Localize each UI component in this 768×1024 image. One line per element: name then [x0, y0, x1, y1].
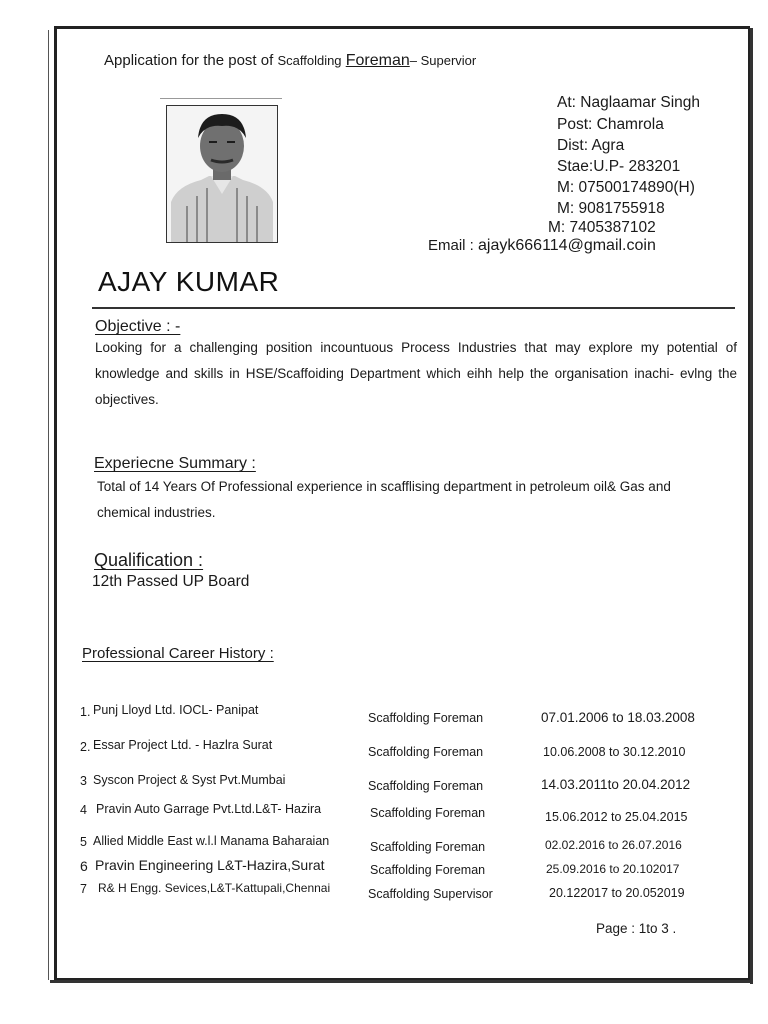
career-row-number: 3	[80, 774, 87, 788]
address-line-3: Dist: Agra	[557, 137, 625, 154]
page-number: Page : 1to 3 .	[596, 921, 677, 936]
page-border-left	[48, 30, 49, 980]
career-row-dates: 07.01.2006 to 18.03.2008	[541, 710, 695, 725]
address-line-4: Stae:U.P- 283201	[557, 158, 681, 175]
candidate-photo-image	[167, 106, 277, 242]
career-row-number: 6	[80, 858, 88, 874]
application-title-role: Scaffolding	[277, 53, 342, 68]
career-row-number: 1.	[80, 705, 91, 719]
application-title-prefix: Application for the post of	[104, 52, 274, 69]
address-line-6: M: 9081755918	[557, 200, 665, 217]
career-row-company: Punj Lloyd Ltd. IOCL- Panipat	[93, 703, 259, 717]
career-row-dates: 25.09.2016 to 20.102017	[546, 862, 680, 876]
experience-heading: Experiecne Summary :	[94, 455, 256, 472]
career-row-company: Essar Project Ltd. - Hazlra Surat	[93, 738, 273, 752]
career-row-number: 2.	[80, 740, 91, 754]
address-line-5: M: 07500174890(H)	[557, 179, 695, 196]
career-row-role: Scaffolding Supervisor	[368, 887, 493, 901]
objective-heading: Objective : -	[95, 318, 181, 335]
career-row-dates: 14.03.2011to 20.04.2012	[541, 777, 691, 792]
email-value: ajayk666114@gmail.coin	[478, 237, 656, 254]
page-border-shadow-bottom	[50, 980, 752, 983]
career-row-role: Scaffolding Foreman	[370, 840, 486, 854]
qualification-text: 12th Passed UP Board	[92, 573, 250, 590]
application-title-role-big: Foreman	[345, 52, 410, 69]
address-line-1: At: Naglaamar Singh	[557, 94, 701, 111]
career-row-company: Pravin Engineering L&T-Hazira,Surat	[95, 857, 325, 873]
career-row-company: Pravin Auto Garrage Pvt.Ltd.L&T- Hazira	[96, 802, 322, 816]
email-row	[428, 237, 656, 255]
career-row-dates: 20.122017 to 20.052019	[549, 886, 685, 900]
career-row-role: Scaffolding Foreman	[368, 711, 484, 725]
career-row-dates: 15.06.2012 to 25.04.2015	[545, 810, 688, 824]
career-row-dates: 02.02.2016 to 26.07.2016	[545, 838, 682, 852]
objective-text: Looking for a challenging position incountuous Process Industries that may explore my potential of knowledge and skills in HSE/Scaffoiding Department which eihh help the organisation inachi- evlng the objectives.	[95, 340, 737, 407]
career-row-dates: 10.06.2008 to 30.12.2010	[543, 745, 686, 759]
career-row-role: Scaffolding Foreman	[368, 779, 484, 793]
qualification-heading: Qualification :	[94, 550, 204, 570]
name-divider	[92, 307, 735, 309]
candidate-name: AJAY KUMAR	[98, 266, 280, 297]
experience-text: Total of 14 Years Of Professional experience in scafflising department in petroleum oil& Gas and chemical industries.	[97, 479, 671, 520]
career-row-role: Scaffolding Foreman	[370, 806, 486, 820]
photo-top-line	[160, 98, 282, 99]
career-row-role: Scaffolding Foreman	[370, 863, 486, 877]
career-row-number: 4	[80, 803, 87, 817]
address-line-7: M: 7405387102	[548, 219, 656, 236]
candidate-photo	[166, 105, 278, 243]
career-heading: Professional Career History :	[82, 645, 274, 662]
career-row-company: R& H Engg. Sevices,L&T-Kattupali,Chennai	[98, 881, 331, 895]
application-title	[104, 52, 476, 70]
email-label: Email :	[428, 237, 474, 254]
page-border-shadow-right	[750, 28, 753, 984]
application-title-suffix: – Supervior	[409, 53, 477, 68]
address-line-2: Post: Chamrola	[557, 116, 664, 133]
career-row-company: Syscon Project & Syst Pvt.Mumbai	[93, 773, 286, 787]
career-row-company: Allied Middle East w.l.l Manama Baharaian	[93, 834, 330, 848]
career-row-number: 7	[80, 882, 87, 896]
career-row-role: Scaffolding Foreman	[368, 745, 484, 759]
career-row-number: 5	[80, 835, 87, 849]
